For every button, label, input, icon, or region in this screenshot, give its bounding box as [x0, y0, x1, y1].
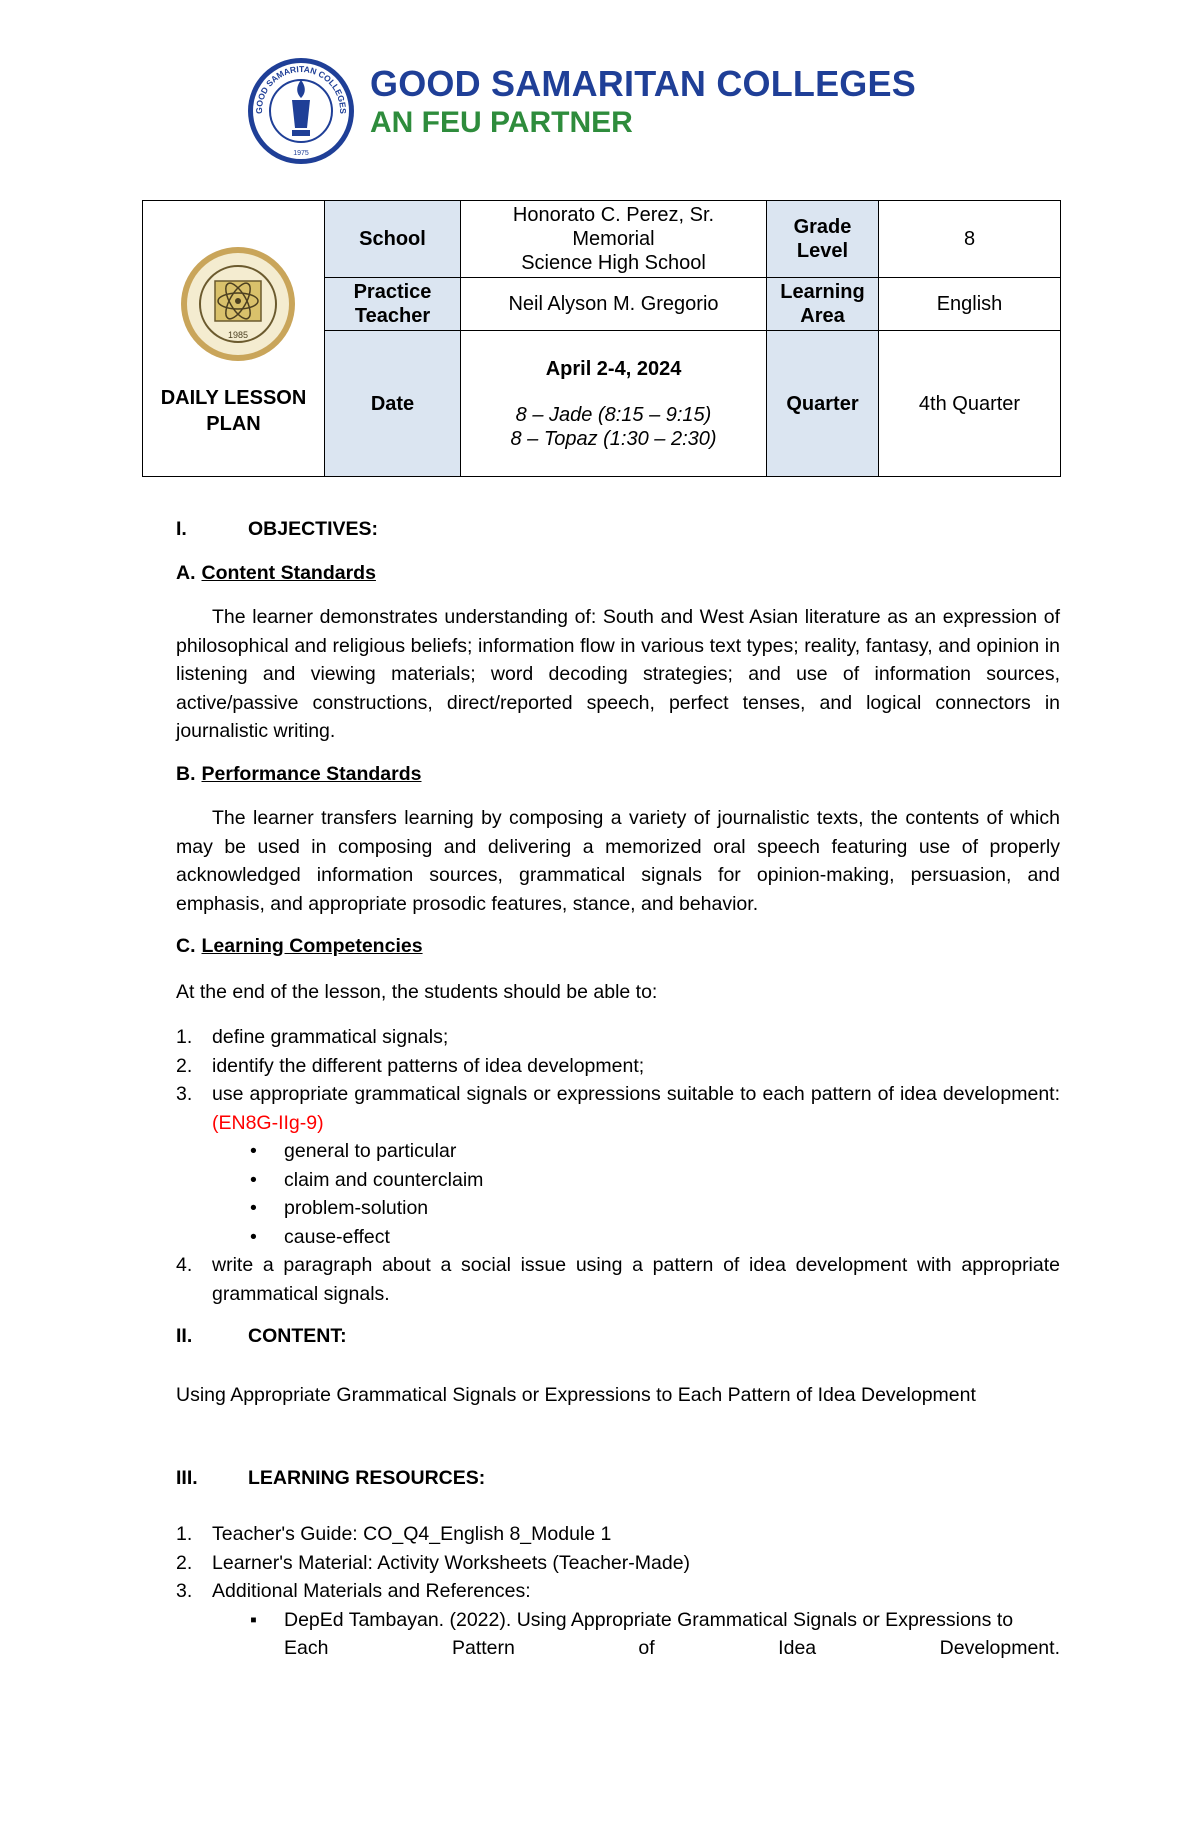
school-logo-cell: [143, 201, 325, 477]
date-range: April 2-4, 2024: [545, 357, 682, 380]
list-item: 3. Additional Materials and References: ▪ DepEd Tambayan. (2022). Using Appropriate Grammatical Signals or Expressions to Each Pattern of Idea Development.: [176, 1577, 1060, 1663]
competency-code: (EN8G-IIg-9): [212, 1111, 324, 1134]
section-number: I.: [176, 518, 187, 540]
pattern-list: [212, 1137, 1060, 1251]
list-item: 1. define grammatical signals;: [176, 1026, 449, 1048]
lesson-info-table: [142, 200, 1061, 477]
school-value-line: Science High School: [521, 252, 706, 274]
list-item: • general to particular: [250, 1140, 457, 1162]
school-value-line: Honorato C. Perez, Sr.: [512, 204, 715, 226]
list-item: 2. Learner's Material: Activity Worksheets (Teacher-Made): [176, 1551, 691, 1574]
grade-level-value: 8: [879, 201, 1061, 278]
college-seal-logo: [246, 56, 356, 166]
section-title: CONTENT:: [248, 1325, 347, 1347]
date-label: Date: [325, 331, 461, 477]
subsection-letter: C.: [176, 935, 196, 957]
school-value: [461, 201, 767, 278]
subsection-letter: A.: [176, 562, 196, 584]
content-standards-text: The learner demonstrates understanding of: South and West Asian literature as an expression of philosophical and religious beliefs; information flow in various text types; reality, fantasy, and opinion in listening and viewing materials; word decoding strategies; and use of information sources, active/passive constructions, direct/reported speech, perfect tenses, and logical connectors in journalistic writing.: [176, 606, 1060, 742]
section-content-heading: [176, 1325, 347, 1348]
section-schedule: 8 – Jade (8:15 – 9:15): [515, 403, 712, 426]
document-title: DAILY LESSON PLAN: [160, 387, 307, 435]
subsection-letter: B.: [176, 763, 196, 785]
learning-area-value: English: [879, 278, 1061, 331]
school-value-line: Memorial: [572, 228, 655, 250]
competencies-intro: At the end of the lesson, the students should be able to:: [176, 981, 658, 1003]
svg-text:GOOD SAMARITAN COLLEGES: GOOD SAMARITAN COLLEGES: [253, 63, 349, 114]
learning-area-label: Learning Area: [767, 278, 879, 331]
competencies-list: [176, 1023, 1060, 1308]
learning-competencies-heading: [176, 935, 423, 958]
resources-list: [176, 1520, 1060, 1663]
list-item: • problem-solution: [250, 1197, 429, 1219]
reference-item: ▪ DepEd Tambayan. (2022). Using Appropriate Grammatical Signals or Expressions to Each Pattern of Idea Development.: [250, 1608, 1060, 1659]
practice-teacher-value: Neil Alyson M. Gregorio: [461, 278, 767, 331]
list-item: • cause-effect: [250, 1225, 390, 1248]
quarter-label: Quarter: [767, 331, 879, 477]
subsection-title: Performance Standards: [201, 763, 422, 785]
school-label: School: [325, 201, 461, 278]
section-resources-heading: [176, 1467, 485, 1490]
practice-teacher-label: Practice Teacher: [325, 278, 461, 331]
college-subtitle: AN FEU PARTNER: [370, 106, 633, 139]
quarter-value: 4th Quarter: [879, 331, 1061, 477]
content-text: Using Appropriate Grammatical Signals or Expressions to Each Pattern of Idea Development: [176, 1384, 976, 1406]
school-seal-logo: [179, 245, 297, 363]
college-name: GOOD SAMARITAN COLLEGES: [370, 63, 916, 104]
performance-standards-heading: [176, 763, 422, 786]
section-objectives-heading: [176, 518, 378, 541]
svg-text:1985: 1985: [227, 330, 249, 340]
section-title: OBJECTIVES:: [248, 518, 379, 540]
subsection-title: Learning Competencies: [201, 935, 423, 957]
content-standards-heading: [176, 562, 376, 585]
section-number: II.: [176, 1325, 193, 1347]
list-item: 3. use appropriate grammatical signals or expressions suitable to each pattern of idea development: (EN8G-IIg-9) • general to particular • claim and counterclaim • problem-solution • cause-effect: [176, 1080, 1060, 1251]
subsection-title: Content Standards: [201, 562, 376, 584]
performance-standards-text: The learner transfers learning by composing a variety of journalistic texts, the contents of which may be used in composing and delivering a memorized oral speech featuring use of properly acknowledged information sources, grammatical signals for opinion-making, persuasion, and emphasis, and appropriate prosodic features, stance, and behavior.: [176, 807, 1060, 915]
list-item: 2. identify the different patterns of idea development;: [176, 1054, 645, 1077]
list-item: 1. Teacher's Guide: CO_Q4_English 8_Module 1: [176, 1523, 612, 1545]
grade-level-label: Grade Level: [767, 201, 879, 278]
list-item: • claim and counterclaim: [250, 1168, 484, 1191]
date-value: [461, 331, 767, 477]
section-number: III.: [176, 1467, 198, 1489]
list-item: 4. write a paragraph about a social issue using a pattern of idea development with appropriate grammatical signals.: [176, 1254, 1060, 1305]
svg-text:1975: 1975: [293, 150, 309, 157]
section-schedule: 8 – Topaz (1:30 – 2:30): [510, 427, 717, 450]
reference-list: [212, 1606, 1060, 1663]
section-title: LEARNING RESOURCES:: [248, 1467, 486, 1489]
